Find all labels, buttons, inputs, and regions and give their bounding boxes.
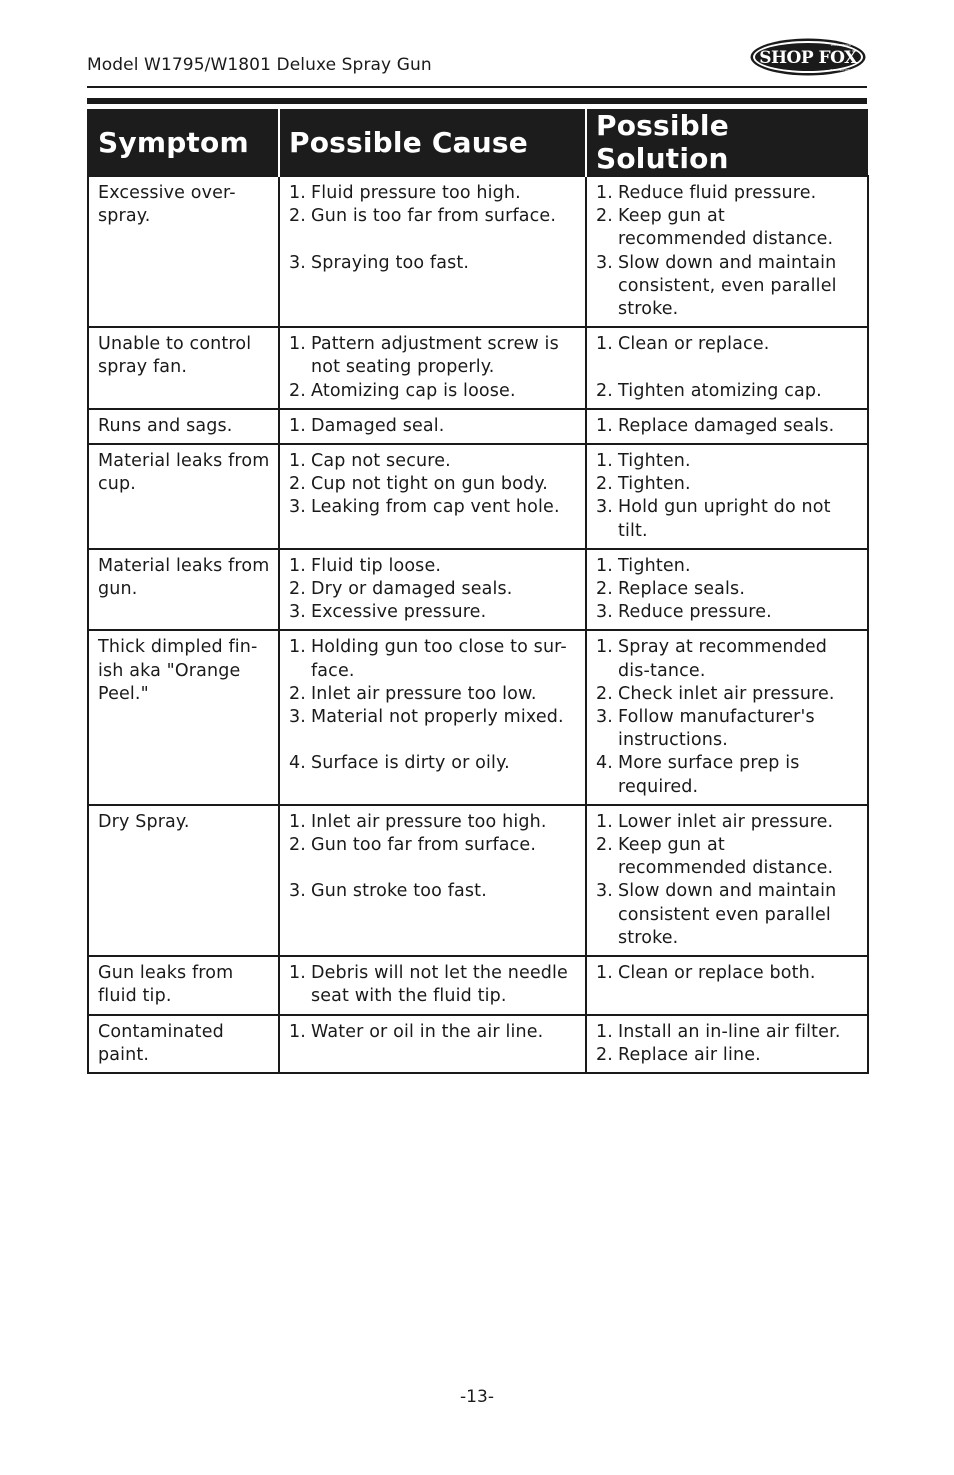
solution-item (596, 555, 859, 578)
table-header-row (88, 109, 868, 176)
item-number: 3. (289, 252, 306, 273)
solution-item (596, 752, 859, 798)
cause-item (289, 578, 577, 601)
symptom-cell: Dry Spray. (88, 805, 279, 956)
document-header-title: Model W1795/W1801 Deluxe Spray Gun (87, 55, 432, 75)
item-text: Holding gun too close to sur-face. (311, 637, 567, 681)
solution-cell (586, 956, 868, 1014)
cause-cell (279, 327, 586, 409)
item-text: Atomizing cap is loose. (311, 380, 516, 401)
item-number: 2. (289, 835, 306, 856)
item-number: 2. (596, 380, 613, 401)
solution-item (596, 880, 859, 950)
header-symptom: Symptom (88, 109, 279, 176)
table-row (88, 956, 868, 1014)
header-rule-thin (87, 86, 867, 88)
symptom-cell: Material leaks from gun. (88, 549, 279, 631)
cause-item (289, 880, 577, 903)
cause-item (289, 683, 577, 706)
solution-item (596, 683, 859, 706)
solution-item (596, 415, 859, 438)
cause-list (289, 555, 577, 625)
solution-item (596, 333, 859, 356)
solution-item (596, 636, 859, 682)
solution-list (596, 333, 859, 403)
item-text: Excessive pressure. (311, 602, 487, 623)
cause-item (289, 473, 577, 496)
solution-cell (586, 176, 868, 327)
item-text: Tighten. (618, 474, 691, 495)
page-number: -13- (460, 1387, 494, 1407)
item-text: Clean or replace both. (618, 963, 816, 984)
symptom-cell: Gun leaks from fluid tip. (88, 956, 279, 1014)
item-text: Dry or damaged seals. (311, 579, 513, 600)
item-number: 1. (596, 415, 613, 436)
logo-text: SHOP FOX (759, 48, 857, 68)
logo-small-bottom: INTERNATIONAL (829, 68, 855, 72)
item-number: 1. (596, 183, 613, 203)
cause-item (289, 415, 577, 438)
cause-cell (279, 956, 586, 1014)
item-number: 2. (289, 206, 306, 227)
item-number: 1. (596, 555, 613, 576)
cause-item (289, 450, 577, 473)
item-number: 1. (289, 451, 306, 472)
cause-item (289, 601, 577, 624)
solution-cell (586, 409, 868, 444)
logo-small-top: WOODSTOCK (830, 43, 852, 47)
solution-list (596, 811, 859, 950)
item-text: Gun is too far from surface. (311, 206, 557, 227)
cause-list (289, 636, 577, 775)
cause-item (289, 205, 577, 228)
cause-list (289, 182, 577, 275)
cause-list (289, 962, 577, 1008)
item-text: Material not properly mixed. (311, 707, 564, 728)
solution-item (596, 578, 859, 601)
item-number: 2. (289, 474, 306, 495)
item-text: Cap not secure. (311, 451, 451, 472)
item-number: 1. (596, 963, 613, 984)
item-text: Gun stroke too fast. (311, 881, 487, 902)
item-number: 3. (596, 602, 613, 623)
table-row (88, 176, 868, 327)
solution-list (596, 450, 859, 543)
item-number: 2. (596, 1044, 613, 1065)
troubleshooting-table (87, 109, 869, 1074)
item-text: Keep gun at recommended distance. (618, 206, 834, 250)
item-number: 2. (596, 474, 613, 495)
item-text: Replace damaged seals. (618, 415, 835, 436)
item-number: 1. (596, 811, 613, 832)
item-number: 2. (289, 579, 306, 600)
solution-item (596, 601, 859, 624)
solution-item (596, 1044, 859, 1067)
table-row (88, 444, 868, 549)
symptom-cell: Thick dimpled fin- ish aka "Orange Peel." (88, 630, 279, 804)
solution-item (596, 450, 859, 473)
item-text: Slow down and maintain consistent even parallel stroke. (618, 881, 837, 948)
table-row (88, 409, 868, 444)
item-number: 1. (596, 334, 613, 355)
item-number: 3. (596, 707, 613, 728)
item-text: Slow down and maintain consistent, even parallel stroke. (618, 252, 837, 320)
solution-cell (586, 805, 868, 956)
cause-list (289, 1021, 577, 1044)
table-row (88, 630, 868, 804)
item-number: 3. (289, 707, 306, 728)
item-text: Tighten. (618, 451, 691, 472)
item-text: Fluid tip loose. (311, 555, 442, 576)
cause-item (289, 252, 577, 275)
solution-list (596, 555, 859, 625)
symptom-cell: Material leaks from cup. (88, 444, 279, 549)
item-number: 1. (596, 451, 613, 472)
item-number: 4. (289, 753, 306, 774)
solution-item (596, 380, 859, 403)
item-number: 3. (596, 252, 613, 273)
solution-list (596, 1021, 859, 1067)
item-text: Replace seals. (618, 579, 746, 600)
table-row (88, 1015, 868, 1073)
symptom-cell: Contaminated paint. (88, 1015, 279, 1073)
symptom-cell: Excessive over- spray. (88, 176, 279, 327)
item-number: 1. (289, 811, 306, 832)
item-number: 2. (596, 206, 613, 227)
item-text: Gun too far from surface. (311, 835, 537, 856)
item-text: Tighten. (618, 555, 691, 576)
item-text: Lower inlet air pressure. (618, 811, 834, 832)
solution-list (596, 962, 859, 985)
item-text: Spraying too fast. (311, 252, 470, 273)
cause-list (289, 333, 577, 403)
item-text: Spray at recommended dis-tance. (618, 637, 828, 681)
header-possible-solution: Possible Solution (586, 109, 868, 176)
item-number: 2. (596, 835, 613, 856)
table-body (88, 176, 868, 1073)
item-number: 1. (289, 334, 306, 355)
table-row (88, 805, 868, 956)
cause-cell (279, 1015, 586, 1073)
item-text: Install an in-line air filter. (618, 1021, 841, 1042)
solution-item (596, 473, 859, 496)
item-number: 1. (289, 637, 306, 658)
cause-item (289, 962, 577, 1008)
item-number: 1. (289, 415, 306, 436)
item-number: 2. (289, 380, 306, 401)
cause-item (289, 636, 577, 682)
item-number: 2. (596, 579, 613, 600)
solution-item (596, 706, 859, 752)
solution-cell (586, 1015, 868, 1073)
item-number: 1. (596, 1021, 613, 1042)
cause-cell (279, 549, 586, 631)
item-number: 3. (596, 497, 613, 518)
cause-item (289, 182, 577, 205)
symptom-cell: Runs and sags. (88, 409, 279, 444)
solution-list (596, 415, 859, 438)
item-text: Surface is dirty or oily. (311, 753, 510, 774)
item-text: Keep gun at recommended distance. (618, 835, 834, 879)
item-number: 2. (596, 683, 613, 704)
item-number: 4. (596, 753, 613, 774)
cause-item (289, 380, 577, 403)
item-text: Hold gun upright do not tilt. (618, 497, 831, 541)
solution-item (596, 962, 859, 985)
cause-cell (279, 444, 586, 549)
item-text: More surface prep is required. (618, 753, 800, 797)
cause-item (289, 333, 577, 379)
item-text: Replace air line. (618, 1044, 761, 1065)
item-text: Pattern adjustment screw is not seating properly. (311, 334, 559, 378)
solution-cell (586, 444, 868, 549)
solution-item (596, 496, 859, 542)
header-possible-cause: Possible Cause (279, 109, 586, 176)
item-number: 3. (289, 881, 306, 902)
solution-item (596, 811, 859, 834)
cause-item (289, 834, 577, 857)
solution-cell (586, 327, 868, 409)
item-number: 3. (289, 602, 306, 623)
item-text: Inlet air pressure too high. (311, 811, 547, 832)
item-text: Debris will not let the needle seat with the fluid tip. (311, 963, 568, 1007)
solution-item (596, 252, 859, 322)
cause-cell (279, 805, 586, 956)
solution-list (596, 636, 859, 798)
item-text: Tighten atomizing cap. (618, 380, 822, 401)
table-row (88, 327, 868, 409)
solution-list (596, 182, 859, 321)
solution-item (596, 182, 859, 205)
solution-cell (586, 549, 868, 631)
solution-cell (586, 630, 868, 804)
shop-fox-logo (749, 37, 867, 77)
item-number: 1. (289, 963, 306, 984)
cause-item (289, 555, 577, 578)
item-number: 1. (289, 1021, 306, 1042)
solution-item (596, 1021, 859, 1044)
item-text: Follow manufacturer's instructions. (618, 707, 815, 751)
item-text: Fluid pressure too high. (311, 183, 521, 203)
solution-item (596, 205, 859, 251)
cause-cell (279, 409, 586, 444)
item-text: Damaged seal. (311, 415, 445, 436)
cause-list (289, 450, 577, 520)
item-text: Leaking from cap vent hole. (311, 497, 560, 518)
header-rule-thick (87, 98, 867, 104)
cause-cell (279, 630, 586, 804)
cause-list (289, 415, 577, 438)
item-number: 1. (289, 555, 306, 576)
item-text: Cup not tight on gun body. (311, 474, 549, 495)
item-text: Inlet air pressure too low. (311, 683, 537, 704)
item-text: Reduce fluid pressure. (618, 183, 817, 203)
cause-cell (279, 176, 586, 327)
item-text: Clean or replace. (618, 334, 770, 355)
item-number: 1. (596, 637, 613, 658)
item-text: Reduce pressure. (618, 602, 772, 623)
table-row (88, 549, 868, 631)
solution-item (596, 834, 859, 880)
item-text: Water or oil in the air line. (311, 1021, 544, 1042)
symptom-cell: Unable to control spray fan. (88, 327, 279, 409)
item-number: 2. (289, 683, 306, 704)
cause-item (289, 706, 577, 729)
item-number: 3. (289, 497, 306, 518)
item-number: 3. (596, 881, 613, 902)
cause-item (289, 752, 577, 775)
cause-item (289, 811, 577, 834)
item-text: Check inlet air pressure. (618, 683, 835, 704)
item-number: 1. (289, 183, 306, 203)
cause-list (289, 811, 577, 904)
cause-item (289, 1021, 577, 1044)
cause-item (289, 496, 577, 519)
